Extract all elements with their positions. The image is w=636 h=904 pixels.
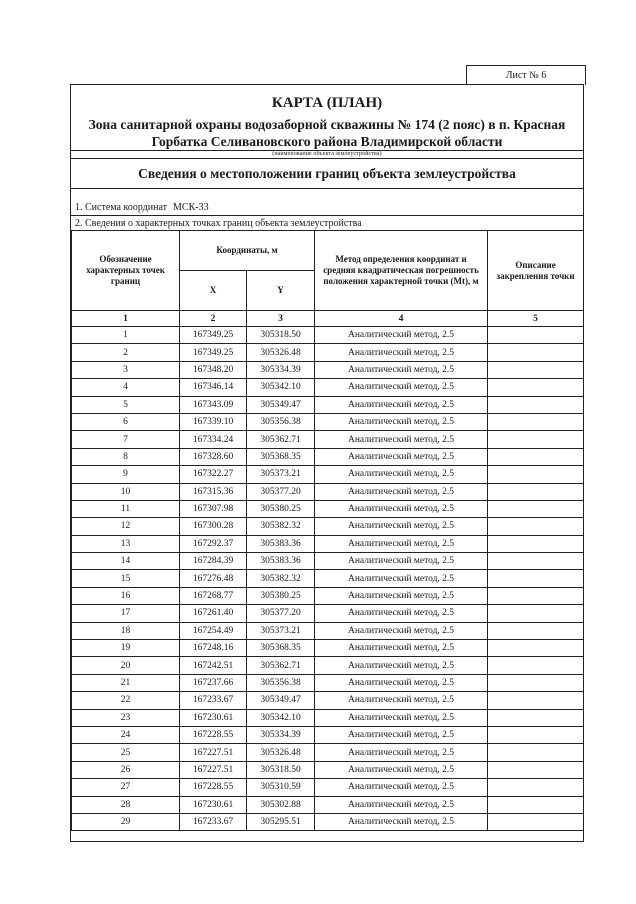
method-cell: Аналитический метод, 2.5 [315,622,488,639]
object-name-line-1: Зона санитарной охраны водозаборной скважины № 174 (2 пояс) в п. Красная [88,117,566,132]
point-number-cell: 8 [72,448,180,465]
description-cell [488,779,584,796]
divider [71,188,583,189]
x-coordinate-cell: 167346.14 [180,379,247,396]
divider [71,215,583,216]
point-number-cell: 24 [72,726,180,743]
description-cell [488,657,584,674]
y-coordinate-cell: 305318.50 [247,327,315,344]
description-cell [488,431,584,448]
y-coordinate-cell: 305383.36 [247,535,315,552]
description-cell [488,796,584,813]
method-cell: Аналитический метод, 2.5 [315,448,488,465]
method-cell: Аналитический метод, 2.5 [315,431,488,448]
coordinate-system-line [75,202,209,213]
method-cell: Аналитический метод, 2.5 [315,396,488,413]
point-number-cell: 29 [72,813,180,830]
y-coordinate-cell: 305356.38 [247,413,315,430]
x-coordinate-cell: 167233.67 [180,813,247,830]
table-row [72,813,584,830]
object-name [71,116,583,150]
y-coordinate-cell: 305295.51 [247,813,315,830]
point-number-cell: 3 [72,361,180,378]
document-title: КАРТА (ПЛАН) [271,95,383,111]
description-cell [488,761,584,778]
x-coordinate-cell: 167237.66 [180,674,247,691]
y-coordinate-cell: 305310.59 [247,779,315,796]
x-coordinate-cell: 167349.25 [180,327,247,344]
x-coordinate-cell: 167227.51 [180,761,247,778]
x-coordinate-cell: 167268.77 [180,587,247,604]
table-row [72,413,584,430]
description-cell [488,483,584,500]
point-number-cell: 28 [72,796,180,813]
x-coordinate-cell: 167328.60 [180,448,247,465]
y-coordinate-cell: 305334.39 [247,726,315,743]
table-row [72,327,584,344]
point-number-cell: 1 [72,327,180,344]
point-number-cell: 10 [72,483,180,500]
x-coordinate-cell: 167349.25 [180,344,247,361]
description-cell [488,448,584,465]
method-cell: Аналитический метод, 2.5 [315,692,488,709]
table-row [72,779,584,796]
point-number-cell: 5 [72,396,180,413]
description-cell [488,344,584,361]
y-coordinate-cell: 305318.50 [247,761,315,778]
method-cell: Аналитический метод, 2.5 [315,796,488,813]
y-coordinate-cell: 305326.48 [247,344,315,361]
point-number-cell: 21 [72,674,180,691]
point-number-cell: 2 [72,344,180,361]
description-cell [488,518,584,535]
method-cell: Аналитический метод, 2.5 [315,657,488,674]
table-row [72,587,584,604]
table-row [72,500,584,517]
description-cell [488,553,584,570]
x-coordinate-cell: 167339.10 [180,413,247,430]
x-coordinate-cell: 167254.49 [180,622,247,639]
x-coordinate-cell: 167242.51 [180,657,247,674]
x-coordinate-cell: 167343.09 [180,396,247,413]
y-coordinate-cell: 305302.88 [247,796,315,813]
y-coordinate-cell: 305383.36 [247,553,315,570]
y-coordinate-cell: 305380.25 [247,587,315,604]
method-cell: Аналитический метод, 2.5 [315,413,488,430]
column-number: 1 [72,311,180,327]
point-number-cell: 26 [72,761,180,778]
y-coordinate-cell: 305334.39 [247,361,315,378]
description-cell [488,379,584,396]
y-coordinate-cell: 305382.32 [247,518,315,535]
y-coordinate-cell: 305349.47 [247,692,315,709]
point-number-cell: 15 [72,570,180,587]
coordinates-table [71,230,584,831]
method-cell: Аналитический метод, 2.5 [315,379,488,396]
header-point: Обозначение характерных точек границ [72,231,180,311]
table-row [72,640,584,657]
method-cell: Аналитический метод, 2.5 [315,570,488,587]
description-cell [488,396,584,413]
table-row [72,344,584,361]
sheet-number-label: Лист № 6 [466,65,586,85]
header-method: Метод определения координат и средняя квадратическая погрешность положения характерной точки (Mt), м [315,231,488,311]
x-coordinate-cell: 167261.40 [180,605,247,622]
point-number-cell: 20 [72,657,180,674]
table-row [72,535,584,552]
header-coordinates: Координаты, м [180,231,315,271]
x-coordinate-cell: 167348.20 [180,361,247,378]
y-coordinate-cell: 305373.21 [247,466,315,483]
point-number-cell: 11 [72,500,180,517]
x-coordinate-cell: 167233.67 [180,692,247,709]
description-cell [488,327,584,344]
description-cell [488,413,584,430]
point-number-cell: 7 [72,431,180,448]
table-row [72,657,584,674]
table-row [72,570,584,587]
y-coordinate-cell: 305380.25 [247,500,315,517]
method-cell: Аналитический метод, 2.5 [315,761,488,778]
x-coordinate-cell: 167300.28 [180,518,247,535]
point-number-cell: 4 [72,379,180,396]
y-coordinate-cell: 305362.71 [247,657,315,674]
y-coordinate-cell: 305373.21 [247,622,315,639]
table-row [72,605,584,622]
x-coordinate-cell: 167322.27 [180,466,247,483]
point-number-cell: 25 [72,744,180,761]
description-cell [488,361,584,378]
method-cell: Аналитический метод, 2.5 [315,535,488,552]
x-coordinate-cell: 167228.55 [180,779,247,796]
object-name-caption: (наименование объекта землеустройства) [272,151,382,157]
method-cell: Аналитический метод, 2.5 [315,744,488,761]
x-coordinate-cell: 167284.39 [180,553,247,570]
method-cell: Аналитический метод, 2.5 [315,726,488,743]
method-cell: Аналитический метод, 2.5 [315,518,488,535]
point-number-cell: 22 [72,692,180,709]
column-number: 2 [180,311,247,327]
description-cell [488,726,584,743]
y-coordinate-cell: 305356.38 [247,674,315,691]
header-x: X [180,271,247,311]
point-number-cell: 23 [72,709,180,726]
object-name-line-2: Горбатка Селивановского района Владимирской области [151,134,503,149]
points-heading: 2. Сведения о характерных точках границ объекта землеустройства [75,218,362,229]
y-coordinate-cell: 305342.10 [247,709,315,726]
y-coordinate-cell: 305342.10 [247,379,315,396]
x-coordinate-cell: 167230.61 [180,796,247,813]
section-title: Сведения о местоположении границ объекта землеустройства [138,166,516,181]
y-coordinate-cell: 305382.32 [247,570,315,587]
x-coordinate-cell: 167228.55 [180,726,247,743]
point-number-cell: 17 [72,605,180,622]
description-cell [488,674,584,691]
table-row [72,361,584,378]
point-number-cell: 16 [72,587,180,604]
description-cell [488,692,584,709]
table-row [72,431,584,448]
y-coordinate-cell: 305326.48 [247,744,315,761]
y-coordinate-cell: 305368.35 [247,448,315,465]
table-row [72,622,584,639]
description-cell [488,605,584,622]
method-cell: Аналитический метод, 2.5 [315,483,488,500]
header-y: Y [247,271,315,311]
method-cell: Аналитический метод, 2.5 [315,779,488,796]
header-description: Описание закрепления точки [488,231,584,311]
method-cell: Аналитический метод, 2.5 [315,466,488,483]
table-row [72,396,584,413]
x-coordinate-cell: 167292.37 [180,535,247,552]
x-coordinate-cell: 167307.98 [180,500,247,517]
method-cell: Аналитический метод, 2.5 [315,327,488,344]
x-coordinate-cell: 167230.61 [180,709,247,726]
table-row [72,692,584,709]
table-row [72,744,584,761]
point-number-cell: 13 [72,535,180,552]
divider [71,158,583,159]
table-row [72,796,584,813]
point-number-cell: 12 [72,518,180,535]
table-row [72,448,584,465]
table-row [72,553,584,570]
point-number-cell: 6 [72,413,180,430]
method-cell: Аналитический метод, 2.5 [315,674,488,691]
description-cell [488,500,584,517]
method-cell: Аналитический метод, 2.5 [315,709,488,726]
x-coordinate-cell: 167315.36 [180,483,247,500]
table-row [72,379,584,396]
table-row [72,726,584,743]
y-coordinate-cell: 305377.20 [247,483,315,500]
point-number-cell: 18 [72,622,180,639]
column-number-row [72,311,584,327]
table-row [72,761,584,778]
table-row [72,466,584,483]
description-cell [488,813,584,830]
table-row [72,674,584,691]
x-coordinate-cell: 167334.24 [180,431,247,448]
y-coordinate-cell: 305368.35 [247,640,315,657]
y-coordinate-cell: 305362.71 [247,431,315,448]
coordinate-system-value: МСК-33 [173,202,209,213]
description-cell [488,744,584,761]
description-cell [488,535,584,552]
description-cell [488,622,584,639]
method-cell: Аналитический метод, 2.5 [315,553,488,570]
column-number: 4 [315,311,488,327]
point-number-cell: 27 [72,779,180,796]
y-coordinate-cell: 305377.20 [247,605,315,622]
description-cell [488,640,584,657]
method-cell: Аналитический метод, 2.5 [315,813,488,830]
point-number-cell: 9 [72,466,180,483]
column-number: 3 [247,311,315,327]
coordinate-system-label: 1. Система координат [75,202,168,213]
method-cell: Аналитический метод, 2.5 [315,605,488,622]
document-frame [70,84,584,842]
x-coordinate-cell: 167248.16 [180,640,247,657]
table-row [72,709,584,726]
method-cell: Аналитический метод, 2.5 [315,587,488,604]
method-cell: Аналитический метод, 2.5 [315,500,488,517]
table-row [72,483,584,500]
point-number-cell: 19 [72,640,180,657]
description-cell [488,587,584,604]
description-cell [488,466,584,483]
table-row [72,518,584,535]
method-cell: Аналитический метод, 2.5 [315,640,488,657]
column-number: 5 [488,311,584,327]
point-number-cell: 14 [72,553,180,570]
method-cell: Аналитический метод, 2.5 [315,361,488,378]
description-cell [488,709,584,726]
method-cell: Аналитический метод, 2.5 [315,344,488,361]
x-coordinate-cell: 167227.51 [180,744,247,761]
x-coordinate-cell: 167276.48 [180,570,247,587]
description-cell [488,570,584,587]
y-coordinate-cell: 305349.47 [247,396,315,413]
